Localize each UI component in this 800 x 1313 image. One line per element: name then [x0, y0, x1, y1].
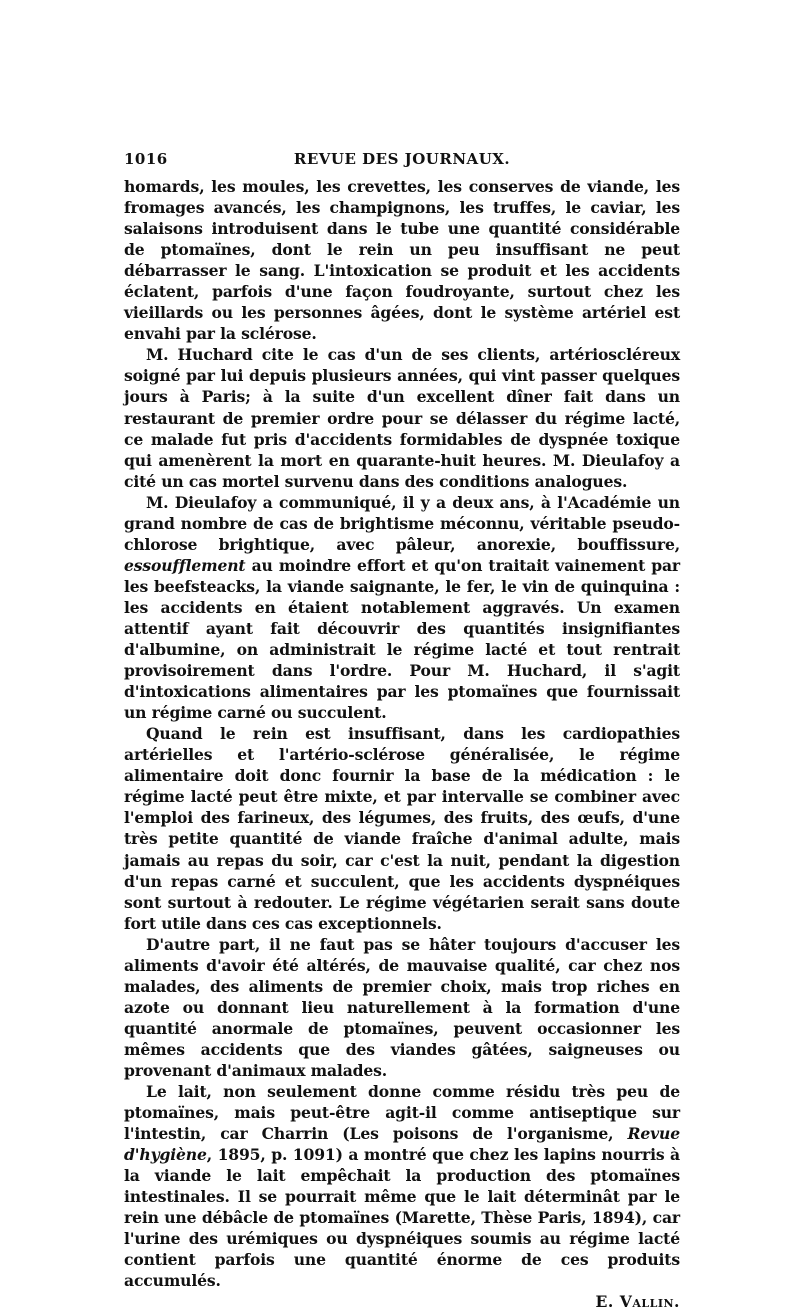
journal-title: REVUE DES JOURNAUX. [293, 150, 511, 168]
paragraph-text: au moindre effort et qu'on traitait vainement par les beefsteacks, la viande saignante, le fer, le vin de quinquina : les accidents en étaient notablement aggravés. Un examen attentif ayant fait découvrir des quantités insignifiantes d'albumine, on administrait le régime lacté et tout rentrait provisoirement dans l'ordre. Pour M. Huchard, il s'agit d'intoxications alimentaires par les ptomaïnes que fournissait un régime carné ou succulent. [124, 555, 680, 723]
paragraph-text: Le lait, non seulement donne comme résidu très peu de ptomaïnes, mais peut-être agit-il comme antiseptique sur l'intestin, car Charrin (Les poisons de l'organisme, [124, 1082, 680, 1144]
author-signature: E. Vallin. [595, 1292, 680, 1312]
paragraph-3 [124, 492, 680, 724]
paragraph-1 [124, 176, 680, 344]
paragraph-6 [124, 1081, 680, 1291]
document-page [124, 150, 680, 1313]
paragraph-text: , 1895, p. 1091) a montré que chez les lapins nourris à la viande le lait empêchait la production des ptomaïnes intestinales. Il se pourrait même que le lait déterminât par le rein une débâcle de ptomaïnes (Marette, Thèse Paris, 1894), car l'urine des urémiques ou dyspnéiques soumis au régime lacté contient parfois une quantité énorme de ces produits accumulés. [124, 1145, 680, 1291]
signature-line [124, 1291, 680, 1312]
paragraph-text: D'autre part, il ne faut pas se hâter toujours d'accuser les aliments d'avoir été altérés, de mauvaise qualité, car chez nos malades, des aliments de premier choix, mais trop riches en azote ou donnant lieu naturellement à la formation d'une quantité anormale de ptomaïnes, peuvent occasionner les mêmes accidents que des viandes gâtées, saigneuses ou provenant d'animaux malades. [124, 934, 680, 1080]
paragraph-text: homards, les moules, les crevettes, les conserves de viande, les fromages avancés, les champignons, les truffes, le caviar, les salaisons introduisent dans le tube une quantité considérable de ptomaïnes, dont le rein un peu insuffisant ne peut débarrasser le sang. L'intoxication se produit et les accidents éclatent, parfois d'une façon foudroyante, surtout chez les vieillards ou les personnes âgées, dont le système artériel est envahi par la sclérose. [124, 177, 680, 344]
italic-term: essoufflement [124, 555, 246, 575]
article-body [124, 176, 680, 1313]
paragraph-4 [124, 723, 680, 933]
page-number: 1016 [124, 150, 168, 168]
paragraph-2 [124, 344, 680, 491]
running-head [124, 150, 680, 176]
paragraph-text: M. Huchard cite le cas d'un de ses clients, artérioscléreux soigné par lui depuis plusieurs années, qui vint passer quelques jours à Paris; à la suite d'un excellent dîner fait dans un restaurant de premier ordre pour se délasser du régime lacté, ce malade fut pris d'accidents formidables de dyspnée toxique qui amenèrent la mort en quarante-huit heures. M. Dieulafoy a cité un cas mortel survenu dans des conditions analogues. [124, 345, 680, 491]
paragraph-text: Quand le rein est insuffisant, dans les cardiopathies artérielles et l'artério-sclérose généralisée, le régime alimentaire doit donc fournir la base de la médication : le régime lacté peut être mixte, et par intervalle se combiner avec l'emploi des farineux, des légumes, des fruits, des œufs, d'une très petite quantité de viande fraîche d'animal adulte, mais jamais au repas du soir, car c'est la nuit, pendant la digestion d'un repas carné et succulent, que les accidents dyspnéiques sont surtout à redouter. Le régime végétarien serait sans doute fort utile dans ces cas exceptionnels. [124, 724, 680, 933]
journal-citation: Revue d'hygiène [124, 1124, 680, 1165]
paragraph-text: M. Dieulafoy a communiqué, il y a deux ans, à l'Académie un grand nombre de cas de brightisme méconnu, véritable pseudo-chlorose brightique, avec pâleur, anorexie, bouffissure, [124, 492, 680, 554]
paragraph-5 [124, 934, 680, 1081]
